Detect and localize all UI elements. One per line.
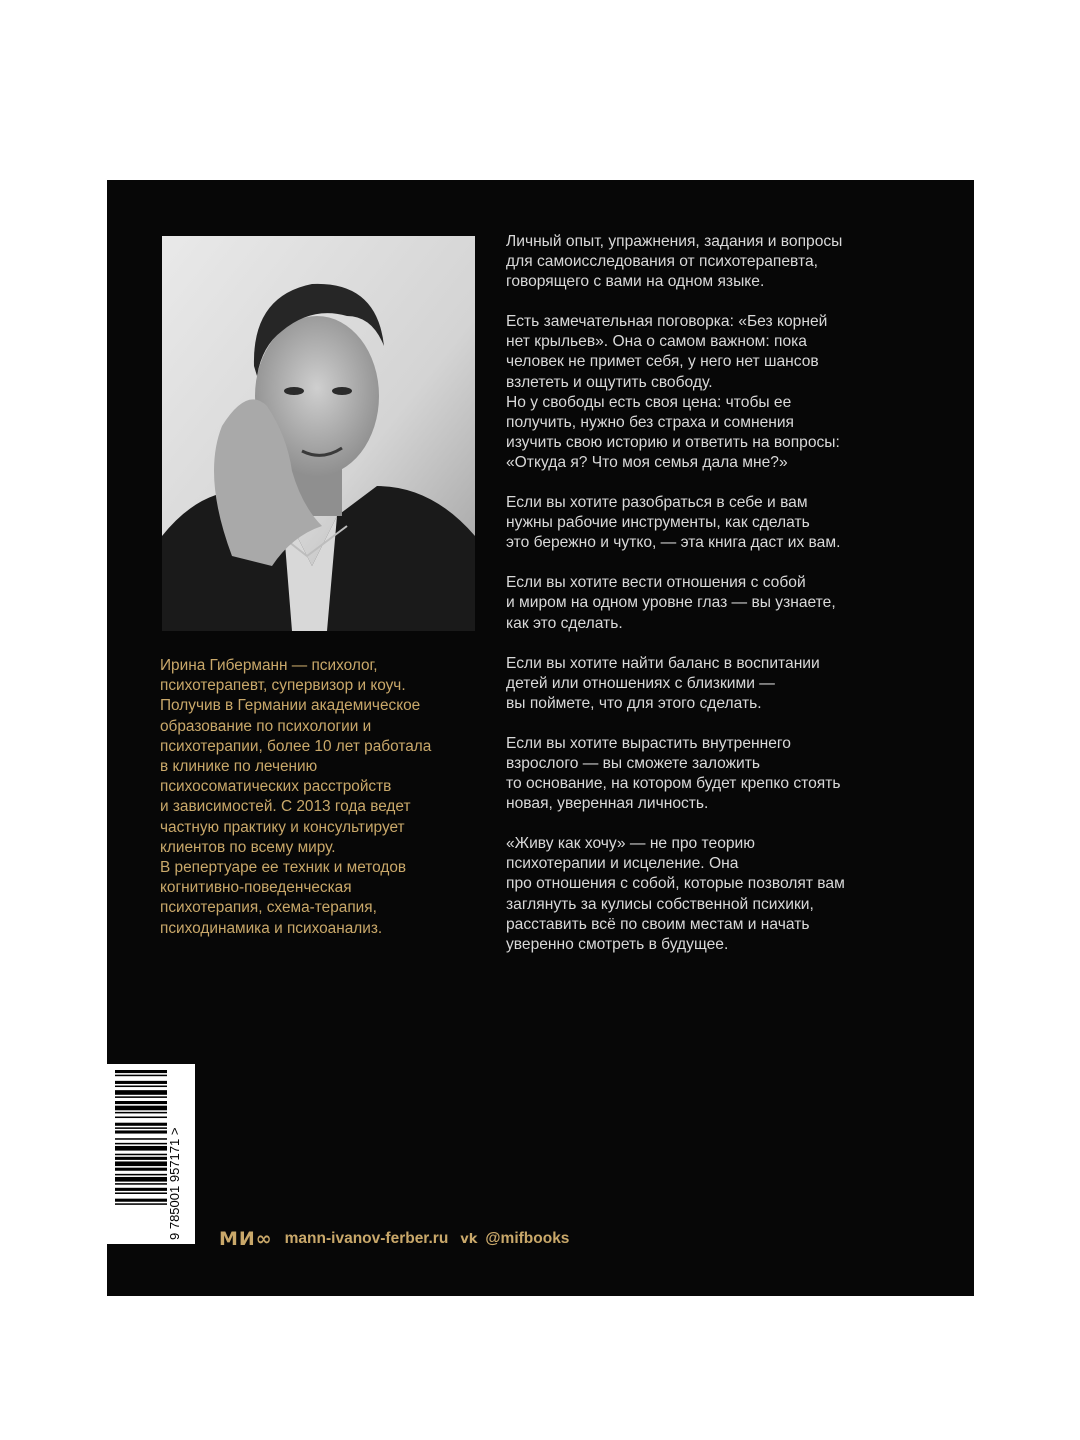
- bio-line: частную практику и консультирует: [160, 818, 405, 836]
- description-line: и миром на одном уровне глаз — вы узнаете,: [506, 594, 836, 612]
- description-line: как это сделать.: [506, 614, 623, 632]
- description-line: уверенно смотреть в будущее.: [506, 935, 729, 953]
- description-paragraph-1: [506, 232, 926, 292]
- barcode-bar: [115, 1123, 167, 1126]
- publisher-website: mann-ivanov-ferber.ru: [284, 1230, 449, 1247]
- description-line: Если вы хотите найти баланс в воспитании: [506, 654, 820, 672]
- description-line: «Откуда я? Что моя семья дала мне?»: [506, 453, 788, 471]
- description-paragraph-5: [506, 654, 926, 714]
- barcode-bar: [115, 1146, 167, 1151]
- description-paragraph-6: [506, 734, 926, 814]
- barcode-bar: [115, 1106, 167, 1111]
- description-paragraph-2: [506, 312, 926, 473]
- description-line: то основание, на котором будет крепко стоять: [506, 775, 841, 793]
- barcode-bar: [115, 1154, 167, 1156]
- barcode-bar: [115, 1130, 167, 1133]
- isbn-barcode: [107, 1064, 195, 1244]
- vk-icon: vk: [460, 1231, 478, 1247]
- description-line: детей или отношениях с близкими —: [506, 674, 775, 692]
- description-line: нет крыльев». Она о самом важном: пока: [506, 333, 807, 351]
- author-bio: [160, 656, 480, 939]
- barcode-bar: [115, 1168, 167, 1171]
- barcode-bar: [115, 1183, 167, 1185]
- description-line: Если вы хотите вести отношения с собой: [506, 574, 806, 592]
- description-line: Но у свободы есть своя цена: чтобы ее: [506, 393, 792, 411]
- barcode-bar: [115, 1157, 167, 1160]
- barcode-bar: [115, 1101, 167, 1104]
- bio-line: Получив в Германии академическое: [160, 697, 421, 715]
- description-line: для самоисследования от психотерапевта,: [506, 253, 818, 271]
- barcode-bar: [115, 1161, 167, 1166]
- description-line: взрослого — вы сможете заложить: [506, 754, 761, 772]
- bio-line: психотерапии, более 10 лет работала: [160, 737, 432, 755]
- bio-line: В репертуаре ее техник и методов: [160, 859, 407, 877]
- barcode-graphic: [107, 1064, 195, 1244]
- barcode-bar: [115, 1075, 167, 1077]
- description-line: заглянуть за кулисы собственной психики,: [506, 895, 814, 913]
- barcode-bar: [115, 1143, 167, 1145]
- barcode-bar: [115, 1188, 167, 1191]
- bio-line: психосоматических расстройств: [160, 778, 392, 796]
- bio-line: психотерапевт, супервизор и коуч.: [160, 677, 406, 695]
- description-line: взлететь и ощутить свободу.: [506, 373, 713, 391]
- publisher-footer: [219, 1228, 569, 1250]
- book-description: [506, 232, 926, 975]
- description-line: изучить свою историю и ответить на вопросы:: [506, 433, 840, 451]
- social-handle: @mifbooks: [485, 1230, 570, 1247]
- description-line: человек не примет себя, у него нет шансов: [506, 353, 819, 371]
- barcode-bar: [115, 1081, 167, 1084]
- bio-line: когнитивно-поведенческая: [160, 879, 352, 897]
- description-paragraph-7: [506, 834, 926, 955]
- barcode-bar: [115, 1177, 167, 1182]
- barcode-bar: [115, 1199, 167, 1202]
- barcode-bar: [115, 1112, 167, 1114]
- description-line: получить, нужно без страха и сомнения: [506, 413, 795, 431]
- description-line: это бережно и чутко, — эта книга даст их вам.: [506, 534, 841, 552]
- description-line: расставить всё по своим местам и начать: [506, 915, 810, 933]
- bio-line: в клинике по лечению: [160, 758, 318, 776]
- barcode-number: 9 785001 957171 >: [167, 1127, 182, 1240]
- description-paragraph-4: [506, 573, 926, 633]
- description-line: Если вы хотите вырастить внутреннего: [506, 734, 791, 752]
- bio-line: и зависимостей. С 2013 года ведет: [160, 798, 411, 816]
- author-photo: [162, 236, 475, 631]
- bio-line: психодинамика и психоанализ.: [160, 919, 383, 937]
- barcode-bar: [115, 1127, 167, 1129]
- description-line: Если вы хотите разобраться в себе и вам: [506, 494, 808, 512]
- barcode-bar: [115, 1192, 167, 1194]
- bio-line: клиентов по всему миру.: [160, 838, 336, 856]
- barcode-bar: [115, 1203, 167, 1205]
- description-line: Есть замечательная поговорка: «Без корней: [506, 313, 828, 331]
- description-line: Личный опыт, упражнения, задания и вопросы: [506, 233, 843, 250]
- description-line: нужны рабочие инструменты, как сделать: [506, 514, 810, 532]
- description-line: «Живу как хочу» — не про теорию: [506, 835, 755, 853]
- bio-line: Ирина Гиберманн — психолог,: [160, 657, 378, 674]
- description-paragraph-3: [506, 493, 926, 553]
- publisher-logo: МИ∞: [219, 1228, 273, 1250]
- author-portrait-image: [162, 236, 475, 631]
- description-line: новая, уверенная личность.: [506, 795, 709, 813]
- bio-line: образование по психологии и: [160, 717, 372, 735]
- description-line: говорящего с вами на одном языке.: [506, 273, 765, 291]
- description-line: про отношения с собой, которые позволят вам: [506, 875, 845, 893]
- bio-line: психотерапия, схема-терапия,: [160, 899, 377, 917]
- barcode-bar: [115, 1117, 167, 1119]
- description-line: психотерапии и исцеление. Она: [506, 855, 739, 873]
- barcode-bar: [115, 1090, 167, 1095]
- barcode-bar: [115, 1096, 167, 1098]
- barcode-bar: [115, 1070, 167, 1073]
- barcode-bar: [115, 1138, 167, 1140]
- book-back-cover: [107, 180, 974, 1296]
- barcode-bar: [115, 1086, 167, 1088]
- barcode-bar: [115, 1174, 167, 1176]
- description-line: вы поймете, что для этого сделать.: [506, 694, 762, 712]
